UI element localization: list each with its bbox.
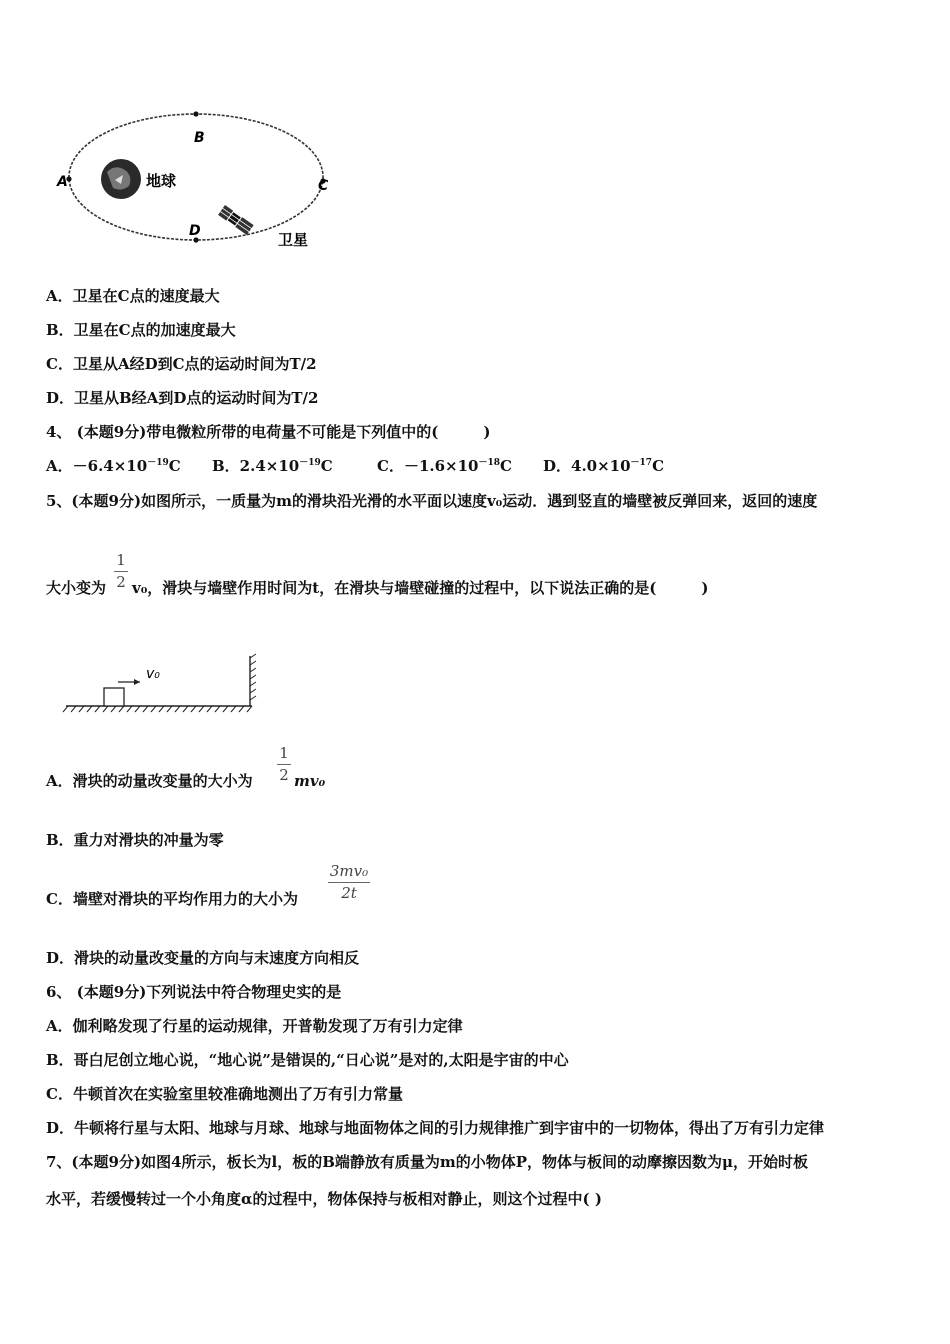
label-c: C xyxy=(318,178,329,194)
q5-option-c-fraction: 3mv₀ 2t xyxy=(329,862,369,902)
q6-option-a: A．伽利略发现了行星的运动规律，开普勒发现了万有引力定律 xyxy=(46,1017,463,1035)
q5-stem-line2-suffix: v₀，滑块与墙壁作用时间为t，在滑块与墙壁碰撞的过程中，以下说法正确的是( ) xyxy=(132,579,709,597)
q5-option-a-prefix: A．滑块的动量改变量的大小为 xyxy=(46,772,253,790)
q5-option-c-prefix: C．墙壁对滑块的平均作用力的大小为 xyxy=(46,890,298,908)
q7-stem-line1: 7、(本题9分)如图4所示，板长为l，板的B端静放有质量为m的小物体P，物体与板间的动摩擦因数为μ，开始时板 xyxy=(46,1153,809,1171)
slider-wall-figure xyxy=(60,652,265,716)
q5-option-b: B．重力对滑块的冲量为零 xyxy=(46,831,224,849)
q6-stem: 6、 (本题9分)下列说法中符合物理史实的是 xyxy=(46,983,342,1001)
slider-block xyxy=(104,688,124,706)
label-a: A xyxy=(57,174,68,190)
earth-icon xyxy=(101,159,141,199)
ground-hatch xyxy=(63,706,252,712)
label-d: D xyxy=(189,223,201,239)
q3-option-b: B．卫星在C点的加速度最大 xyxy=(46,321,236,339)
q4-option-a: A．$-6.4\times 10^{-19}C$ xyxy=(46,457,181,475)
q3-option-a: A．卫星在C点的速度最大 xyxy=(46,287,220,305)
label-b: B xyxy=(194,130,205,146)
q3-option-c: C．卫星从A经D到C点的运动时间为T/2 xyxy=(46,355,317,373)
q6-option-b: B．哥白尼创立地心说，“地心说”是错误的,“日心说”是对的,太阳是宇宙的中心 xyxy=(46,1051,569,1069)
q5-stem-line2-prefix: 大小变为 xyxy=(46,579,107,597)
point-b-dot xyxy=(193,111,198,116)
q4-option-b: B．$2.4\times 10^{-19}C$ xyxy=(212,457,333,475)
satellite-icon xyxy=(218,205,254,235)
q4-option-d: D．$4.0\times 10^{-17}C$ xyxy=(543,457,665,475)
q6-option-d: D．牛顿将行星与太阳、地球与月球、地球与地面物体之间的引力规律推广到宇宙中的一切物体，得出了万有引力定律 xyxy=(46,1119,825,1137)
q5-option-d: D．滑块的动量改变量的方向与末速度方向相反 xyxy=(46,949,360,967)
wall-hatch xyxy=(250,654,256,700)
q5-stem-line1: 5、(本题9分)如图所示，一质量为m的滑块沿光滑的水平面以速度v₀运动．遇到竖直的墙壁被反弹回来，返回的速度 xyxy=(46,492,818,510)
velocity-arrowhead xyxy=(134,679,140,685)
q7-stem-line2: 水平，若缓慢转过一个小角度α的过程中，物体保持与板相对静止，则这个过程中( ) xyxy=(46,1190,602,1208)
q5-option-a-fraction: 1 2 xyxy=(277,745,291,784)
q4-option-c: C．$-1.6\times 10^{-18}C$ xyxy=(377,457,512,475)
velocity-label: v₀ xyxy=(146,666,160,682)
earth-label: 地球 xyxy=(146,172,177,190)
q5-option-a-suffix: mv₀ xyxy=(294,772,326,790)
orbit-figure xyxy=(55,100,345,260)
satellite-label: 卫星 xyxy=(278,231,309,249)
q3-option-d: D．卫星从B经A到D点的运动时间为T/2 xyxy=(46,389,319,407)
q4-stem: 4、 (本题9分)带电微粒所带的电荷量不可能是下列值中的( ) xyxy=(46,423,491,441)
q5-stem-fraction: 1 2 xyxy=(114,552,128,591)
q6-option-c: C．牛顿首次在实验室里较准确地测出了万有引力常量 xyxy=(46,1085,403,1103)
